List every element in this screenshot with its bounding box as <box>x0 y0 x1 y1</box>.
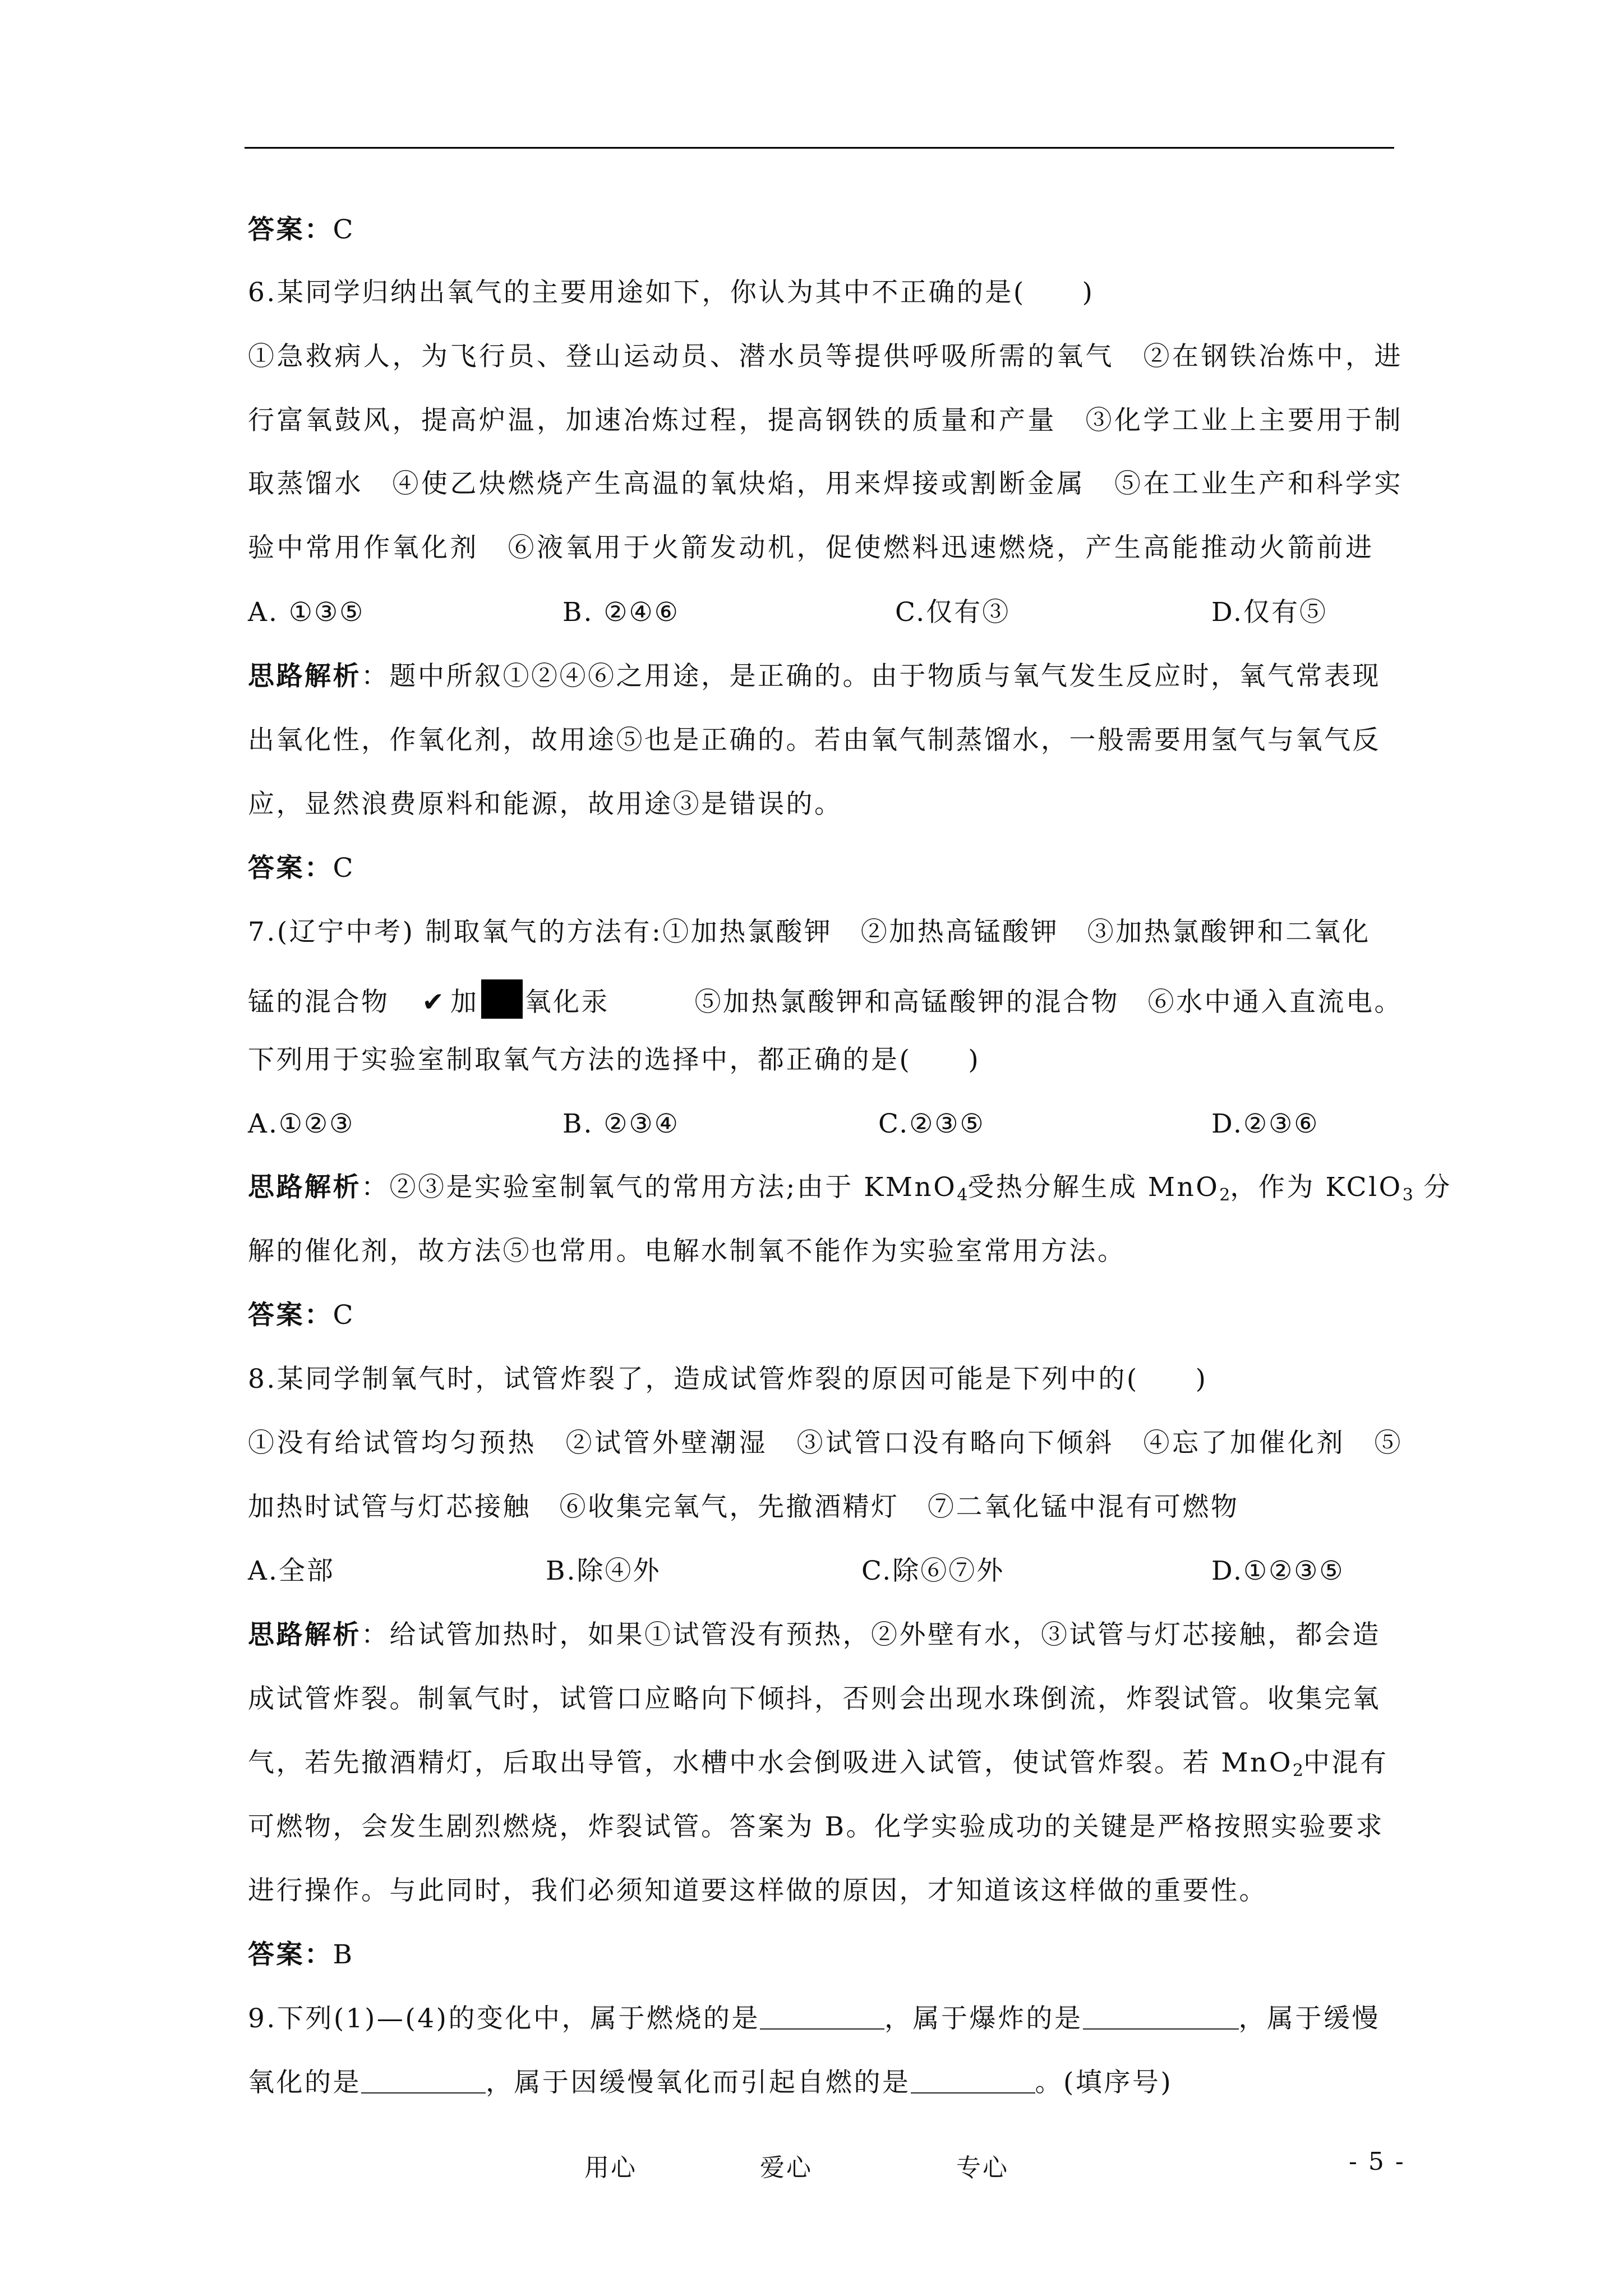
q6-answer: 答案：C <box>248 853 355 884</box>
footer-middle: 爱心 <box>760 2154 813 2182</box>
q7-option-d: D.②③⑥ <box>1211 1108 1320 1139</box>
q8-option-a: A.全部 <box>248 1556 335 1586</box>
redaction-box <box>481 979 523 1019</box>
q8-analysis-2: 成试管炸裂。制氧气时，试管口应略向下倾抖，否则会出现水珠倒流，炸裂试管。收集完氧 <box>248 1683 1381 1714</box>
page-number: - 5 - <box>1349 2147 1405 2176</box>
q6-analysis-1: 思路解析：题中所叙①②④⑥之用途，是正确的。由于物质与氧气发生反应时，氧气常表现 <box>248 661 1381 692</box>
q6-line-3: 取蒸馏水 ④使乙炔燃烧产生高温的氧炔焰，用来焊接或割断金属 ⑤在工业生产和科学实 <box>248 468 1403 499</box>
blank-slow-oxidation[interactable] <box>361 2070 486 2093</box>
q8-stem: 8.某同学制氧气时，试管炸裂了，造成试管炸裂的原因可能是下列中的( ) <box>248 1364 1208 1395</box>
q6-option-a: A. ①③⑤ <box>248 597 365 628</box>
q8-analysis-1: 思路解析：给试管加热时，如果①试管没有预热，②外壁有水，③试管与灯芯接触，都会造 <box>248 1619 1381 1650</box>
blank-explosion[interactable] <box>1083 2006 1239 2030</box>
q7-option-c: C.②③⑤ <box>878 1108 985 1139</box>
q7-line-3: 下列用于实验室制取氧气方法的选择中，都正确的是( ) <box>248 1045 981 1075</box>
q8-analysis-5: 进行操作。与此同时，我们必须知道要这样做的原因，才知道该这样做的重要性。 <box>248 1875 1267 1906</box>
q7-line-1: 7.(辽宁中考) 制取氧气的方法有:①加热氯酸钾 ②加热高锰酸钾 ③加热氯酸钾和二氧化 <box>248 917 1371 947</box>
q6-analysis-3: 应，显然浪费原料和能源，故用途③是错误的。 <box>248 789 843 820</box>
q6-option-d: D.仅有⑤ <box>1211 597 1327 628</box>
blank-combustion[interactable] <box>760 2006 884 2030</box>
q6-analysis-2: 出氧化性，作氧化剂，故用途⑤也是正确的。若由氧气制蒸馏水，一般需要用氢气与氧气反 <box>248 725 1381 756</box>
blank-spontaneous-combustion[interactable] <box>911 2070 1035 2093</box>
footer-left: 用心 <box>584 2154 637 2182</box>
q6-line-4: 验中常用作氧化剂 ⑥液氧用于火箭发动机，促使燃料迅速燃烧，产生高能推动火箭前进 <box>248 532 1375 563</box>
q7-option-b: B. ②③④ <box>562 1108 680 1139</box>
q8-line-1: ①没有给试管均匀预热 ②试管外壁潮湿 ③试管口没有略向下倾斜 ④忘了加催化剂 ⑤ <box>248 1428 1403 1458</box>
q8-option-c: C.除⑥⑦外 <box>861 1556 1005 1586</box>
q8-analysis-4: 可燃物，会发生剧烈燃烧，炸裂试管。答案为 B。化学实验成功的关键是严格按照实验要求 <box>248 1811 1384 1842</box>
answer-line-top: 答案：C <box>248 214 355 245</box>
q8-option-b: B.除④外 <box>546 1556 661 1586</box>
q8-option-d: D.①②③⑤ <box>1211 1556 1345 1586</box>
q9-line-1: 9.下列(1)—(4)的变化中，属于燃烧的是 ，属于爆炸的是 ，属于缓慢 <box>248 2003 1380 2034</box>
footer-right: 专心 <box>956 2154 1009 2182</box>
q6-line-2: 行富氧鼓风，提高炉温，加速冶炼过程，提高钢铁的质量和产量 ③化学工业上主要用于制 <box>248 405 1403 436</box>
q6-line-1: ①急救病人，为飞行员、登山运动员、潜水员等提供呼吸所需的氧气 ②在钢铁冶炼中，进 <box>248 341 1403 372</box>
q7-analysis-2: 解的催化剂，故方法⑤也常用。电解水制氧不能作为实验室常用方法。 <box>248 1236 1126 1267</box>
header-rule <box>245 147 1394 149</box>
q7-answer: 答案：C <box>248 1300 355 1331</box>
q8-analysis-3: 气，若先撤酒精灯，后取出导管，水槽中水会倒吸进入试管，使试管炸裂。若 MnO$_2$中混有 <box>248 1747 1389 1780</box>
q6-option-b: B. ②④⑥ <box>562 597 680 628</box>
q7-option-a: A.①②③ <box>248 1108 355 1139</box>
q8-line-2: 加热时试管与灯芯接触 ⑥收集完氧气，先撤酒精灯 ⑦二氧化锰中混有可燃物 <box>248 1492 1239 1522</box>
q8-answer: 答案：B <box>248 1939 354 1970</box>
checkmark-icon: ✔ <box>422 987 446 1018</box>
q6-option-c: C.仅有③ <box>895 597 1011 628</box>
q6-stem: 6.某同学归纳出氧气的主要用途如下，你认为其中不正确的是( ) <box>248 277 1095 308</box>
q9-line-2: 氧化的是 ，属于因缓慢氧化而引起自燃的是 。(填序号) <box>248 2067 1173 2098</box>
q7-line-2: 锰的混合物 ✔ 加 氧化汞 ⑤加热氯酸钾和高锰酸钾的混合物 ⑥水中通入直流电。 <box>248 979 1403 1019</box>
q7-analysis-1: 思路解析：②③是实验室制氧气的常用方法;由于 KMnO$_4$受热分解生成 MnO$_2$，作为 KClO$_3$ 分 <box>248 1172 1452 1205</box>
